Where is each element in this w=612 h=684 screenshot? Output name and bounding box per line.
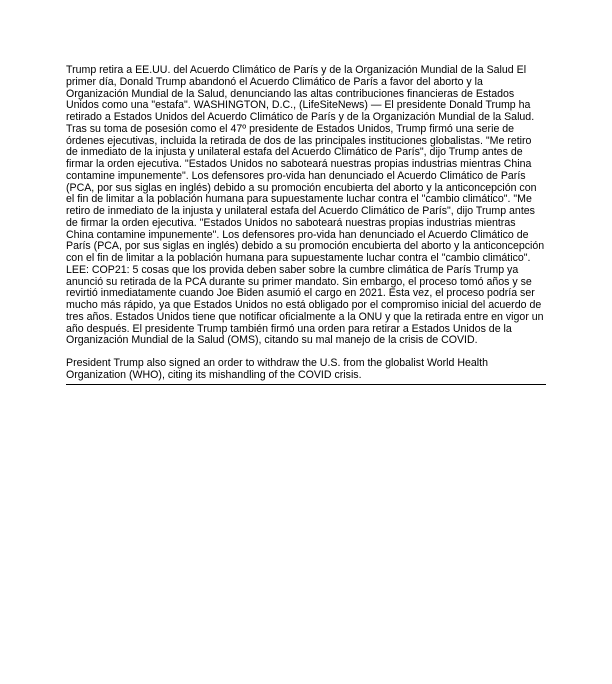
horizontal-rule [66, 384, 546, 385]
document-page [66, 65, 546, 385]
english-note-paragraph: President Trump also signed an order to withdraw the U.S. from the globalist World Health Organization (WHO), citing its mishandling of the COVID crisis. [66, 357, 488, 381]
article-body-paragraph: Trump retira a EE.UU. del Acuerdo Climático de París y de la Organización Mundial de la Salud El primer día, Donald Trump abandonó el Acuerdo Climático de París a favor del aborto y la Organización Mundial de la Salud, denunciando las altas contribuciones financieras de Estados Unidos como una "estafa". WASHINGTON, D.C., (LifeSiteNews) — El presidente Donald Trump ha retirado a Estados Unidos del Acuerdo Climático de París y de la Organización Mundial de la Salud. Tras su toma de posesión como el 47º presidente de Estados Unidos, Trump firmó una serie de órdenes ejecutivas, incluida la retirada de dos de las principales instituciones globalistas. "Me retiro de inmediato de la injusta y unilateral estafa del Acuerdo Climático de París", dijo Trump antes de firmar la orden ejecutiva. "Estados Unidos no saboteará nuestras propias industrias mientras China contamine impunemente". Los defensores pro-vida han denunciado el Acuerdo Climático de París (PCA, por sus siglas en inglés) debido a su promoción encubierta del aborto y la anticoncepción con el fin de limitar a la población humana para supuestamente luchar contra el "cambio climático". "Me retiro de inmediato de la injusta y unilateral estafa del Acuerdo Climático de París", dijo Trump antes de firmar la orden ejecutiva. "Estados Unidos no saboteará nuestras propias industrias mientras China contamine impunemente". Los defensores pro-vida han denunciado el Acuerdo Climático de París (PCA, por sus siglas en inglés) debido a su promoción encubierta del aborto y la anticoncepción con el fin de limitar a la población humana para supuestamente luchar contra el "cambio climático". LEE: COP21: 5 cosas que los provida deben saber sobre la cumbre climática de París Trump ya anunció su retirada de la PCA durante su primer mandato. Sin embargo, el proceso tomó años y se revirtió inmediatamente cuando Joe Biden asumió el cargo en 2021. Esta vez, el proceso podría ser mucho más rápido, ya que Estados Unidos no está obligado por el compromiso inicial del acuerdo de tres años. Estados Unidos tiene que notificar oficialmente a la ONU y que la retirada entre en vigor un año después. El presidente Trump también firmó una orden para retirar a Estados Unidos de la Organización Mundial de la Salud (OMS), citando su mal manejo de la crisis de COVID. [66, 64, 545, 347]
